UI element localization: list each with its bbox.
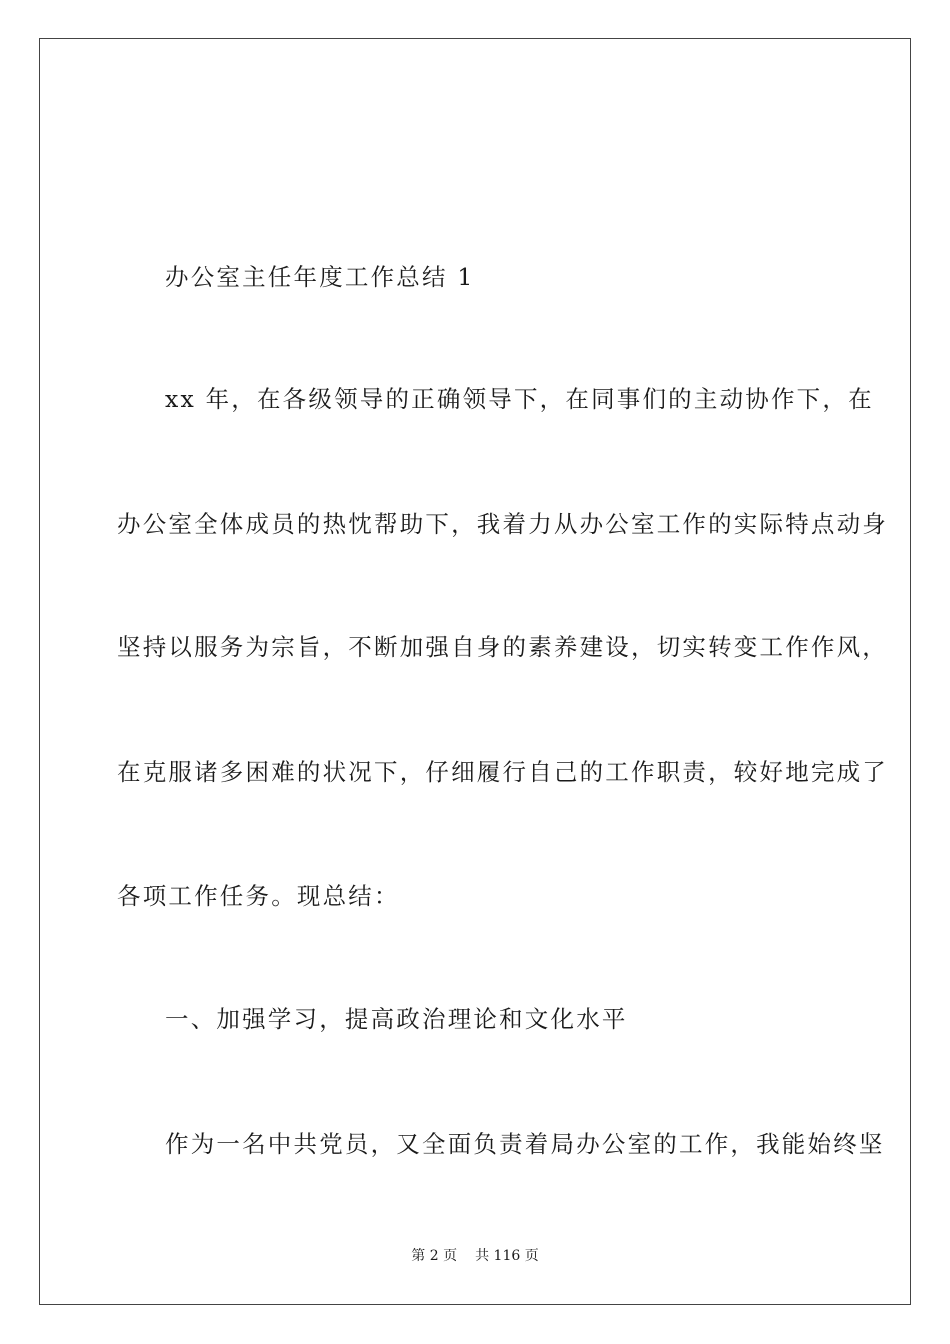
page-number: 第 2 页	[411, 1248, 458, 1264]
document-title: 办公室主任年度工作总结 1	[165, 263, 475, 291]
section-heading: 一、加强学习，提高政治理论和文化水平	[165, 1005, 628, 1033]
page-footer	[0, 1246, 950, 1266]
paragraph-line: 坚持以服务为宗旨，不断加强自身的素养建设，切实转变工作作风，	[117, 633, 888, 661]
paragraph-line: 作为一名中共党员，又全面负责着局办公室的工作，我能始终坚	[165, 1130, 885, 1158]
paragraph-line: 办公室全体成员的热忱帮助下，我着力从办公室工作的实际特点动身	[117, 510, 888, 538]
paragraph-line: xx 年，在各级领导的正确领导下，在同事们的主动协作下，在	[165, 385, 874, 413]
page-total: 共 116 页	[475, 1248, 539, 1264]
paragraph-line: 各项工作任务。现总结：	[117, 882, 400, 910]
paragraph-line: 在克服诸多困难的状况下，仔细履行自己的工作职责，较好地完成了	[117, 758, 888, 786]
page-border	[39, 38, 911, 1305]
